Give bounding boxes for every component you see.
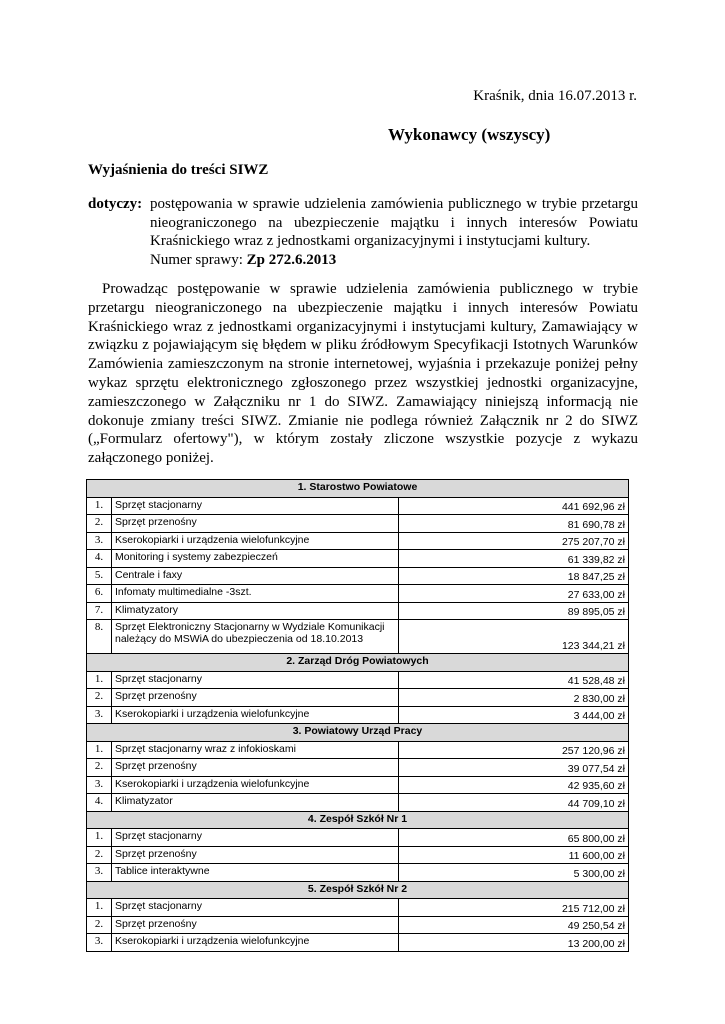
row-amount: 123 344,21 zł: [399, 620, 629, 654]
row-name: Kserokopiarki i urządzenia wielofunkcyjne: [112, 532, 399, 550]
row-amount: 441 692,96 zł: [399, 497, 629, 515]
section-title: 5. Zespół Szkół Nr 2: [87, 881, 629, 899]
document-heading: Wyjaśnienia do treści SIWZ: [88, 162, 269, 178]
section-title: 1. Starostwo Powiatowe: [87, 480, 629, 498]
row-number: 3.: [87, 934, 112, 952]
row-number: 3.: [87, 532, 112, 550]
table-row: [87, 829, 629, 847]
concerns-text: postępowania w sprawie udzielenia zamówienia publicznego w trybie przetargu nieograniczonego na ubezpieczenie majątku i innych interesów Powiatu Kraśnickiego wraz z jednostkami organizacyjnymi i instytucjami kultury.: [150, 196, 638, 249]
body-paragraph: Prowadząc postępowanie w sprawie udzielenia zamówienia publicznego w trybie przetargu nieograniczonego na ubezpieczenie majątku i innych interesów Powiatu Kraśnickiego wraz z jednostkami organizacyjnymi i instytucjami kultury, Zamawiający w związku z pojawiającym się błędem w pliku źródłowym Specyfikacji Istotnych Warunków Zamówienia zamieszczonym na stronie internetowej, wyjaśnia i przekazuje poniżej pełny wykaz sprzętu elektronicznego zgłoszonego przez wszystkiej jednostki organizacyjne, zamieszczonego w Załączniku nr 1 do SIWZ. Zamawiający niniejszą informacją nie dokonuje zmiany treści SIWZ. Zmianie nie podlega również Załącznik nr 2 do SIWZ („Formularz ofertowy"), w którym zostały zliczone wszystkie pozycje z wykazu załączonego poniżej.: [88, 281, 638, 467]
row-name: Sprzęt przenośny: [112, 759, 399, 777]
row-number: 1.: [87, 829, 112, 847]
row-name: Sprzęt przenośny: [112, 689, 399, 707]
row-amount: 215 712,00 zł: [399, 899, 629, 917]
row-name: Infomaty multimedialne -3szt.: [112, 585, 399, 603]
table-row: [87, 585, 629, 603]
row-amount: 39 077,54 zł: [399, 759, 629, 777]
row-name: Klimatyzator: [112, 794, 399, 812]
row-number: 6.: [87, 585, 112, 603]
table-row: [87, 550, 629, 568]
case-number: Zp 272.6.2013: [246, 251, 337, 268]
row-number: 2.: [87, 689, 112, 707]
table-row: [87, 602, 629, 620]
equipment-table: [86, 479, 629, 952]
table-row: [87, 846, 629, 864]
row-number: 4.: [87, 550, 112, 568]
row-amount: 13 200,00 zł: [399, 934, 629, 952]
row-amount: 61 339,82 zł: [399, 550, 629, 568]
row-number: 2.: [87, 515, 112, 533]
row-name: Sprzęt Elektroniczny Stacjonarny w Wydziale Komunikacji należący do MSWiA do ubezpieczenia od 18.10.2013: [112, 620, 399, 654]
table-row: [87, 864, 629, 882]
row-number: 4.: [87, 794, 112, 812]
table-row: [87, 532, 629, 550]
row-name: Sprzęt stacjonarny wraz z infokioskami: [112, 741, 399, 759]
row-amount: 257 120,96 zł: [399, 741, 629, 759]
row-amount: 27 633,00 zł: [399, 585, 629, 603]
table-row: [87, 706, 629, 724]
table-row: [87, 620, 629, 654]
table-row: [87, 934, 629, 952]
row-amount: 81 690,78 zł: [399, 515, 629, 533]
table-row: [87, 567, 629, 585]
row-amount: 89 895,05 zł: [399, 602, 629, 620]
table-row: [87, 899, 629, 917]
row-amount: 11 600,00 zł: [399, 846, 629, 864]
row-number: 7.: [87, 602, 112, 620]
table-row: [87, 794, 629, 812]
place-date: Kraśnik, dnia 16.07.2013 r.: [473, 88, 637, 104]
row-name: Sprzęt stacjonarny: [112, 497, 399, 515]
row-number: 8.: [87, 620, 112, 654]
row-number: 3.: [87, 864, 112, 882]
case-label: Numer sprawy:: [150, 251, 243, 268]
table-row: [87, 671, 629, 689]
row-name: Centrale i faxy: [112, 567, 399, 585]
row-number: 1.: [87, 497, 112, 515]
section-title: 3. Powiatowy Urząd Pracy: [87, 724, 629, 742]
row-number: 2.: [87, 916, 112, 934]
table-row: [87, 916, 629, 934]
row-amount: 5 300,00 zł: [399, 864, 629, 882]
row-number: 5.: [87, 567, 112, 585]
row-name: Sprzęt stacjonarny: [112, 671, 399, 689]
row-number: 2.: [87, 846, 112, 864]
row-name: Sprzęt stacjonarny: [112, 899, 399, 917]
concerns-label: dotyczy:: [88, 196, 143, 212]
table-row: [87, 776, 629, 794]
row-amount: 18 847,25 zł: [399, 567, 629, 585]
row-number: 3.: [87, 706, 112, 724]
row-number: 3.: [87, 776, 112, 794]
row-amount: 49 250,54 zł: [399, 916, 629, 934]
section-header-row: [87, 881, 629, 899]
row-number: 2.: [87, 759, 112, 777]
row-number: 1.: [87, 671, 112, 689]
recipients-heading: Wykonawcy (wszyscy): [388, 125, 551, 144]
row-amount: 275 207,70 zł: [399, 532, 629, 550]
row-name: Kserokopiarki i urządzenia wielofunkcyjne: [112, 776, 399, 794]
section-header-row: [87, 480, 629, 498]
row-amount: 41 528,48 zł: [399, 671, 629, 689]
table-row: [87, 741, 629, 759]
concerns-block: [88, 195, 638, 269]
row-amount: 65 800,00 zł: [399, 829, 629, 847]
table-row: [87, 515, 629, 533]
row-name: Sprzęt przenośny: [112, 515, 399, 533]
section-header-row: [87, 724, 629, 742]
table-row: [87, 497, 629, 515]
row-name: Tablice interaktywne: [112, 864, 399, 882]
section-header-row: [87, 654, 629, 672]
row-amount: 2 830,00 zł: [399, 689, 629, 707]
row-amount: 44 709,10 zł: [399, 794, 629, 812]
row-amount: 42 935,60 zł: [399, 776, 629, 794]
row-name: Sprzęt przenośny: [112, 846, 399, 864]
row-amount: 3 444,00 zł: [399, 706, 629, 724]
row-name: Kserokopiarki i urządzenia wielofunkcyjne: [112, 934, 399, 952]
row-name: Sprzęt przenośny: [112, 916, 399, 934]
section-title: 2. Zarząd Dróg Powiatowych: [87, 654, 629, 672]
row-number: 1.: [87, 741, 112, 759]
table-row: [87, 759, 629, 777]
section-header-row: [87, 811, 629, 829]
row-name: Klimatyzatory: [112, 602, 399, 620]
row-name: Monitoring i systemy zabezpieczeń: [112, 550, 399, 568]
table-row: [87, 689, 629, 707]
row-name: Sprzęt stacjonarny: [112, 829, 399, 847]
concerns-content: [150, 195, 638, 269]
section-title: 4. Zespół Szkół Nr 1: [87, 811, 629, 829]
row-number: 1.: [87, 899, 112, 917]
row-name: Kserokopiarki i urządzenia wielofunkcyjne: [112, 706, 399, 724]
